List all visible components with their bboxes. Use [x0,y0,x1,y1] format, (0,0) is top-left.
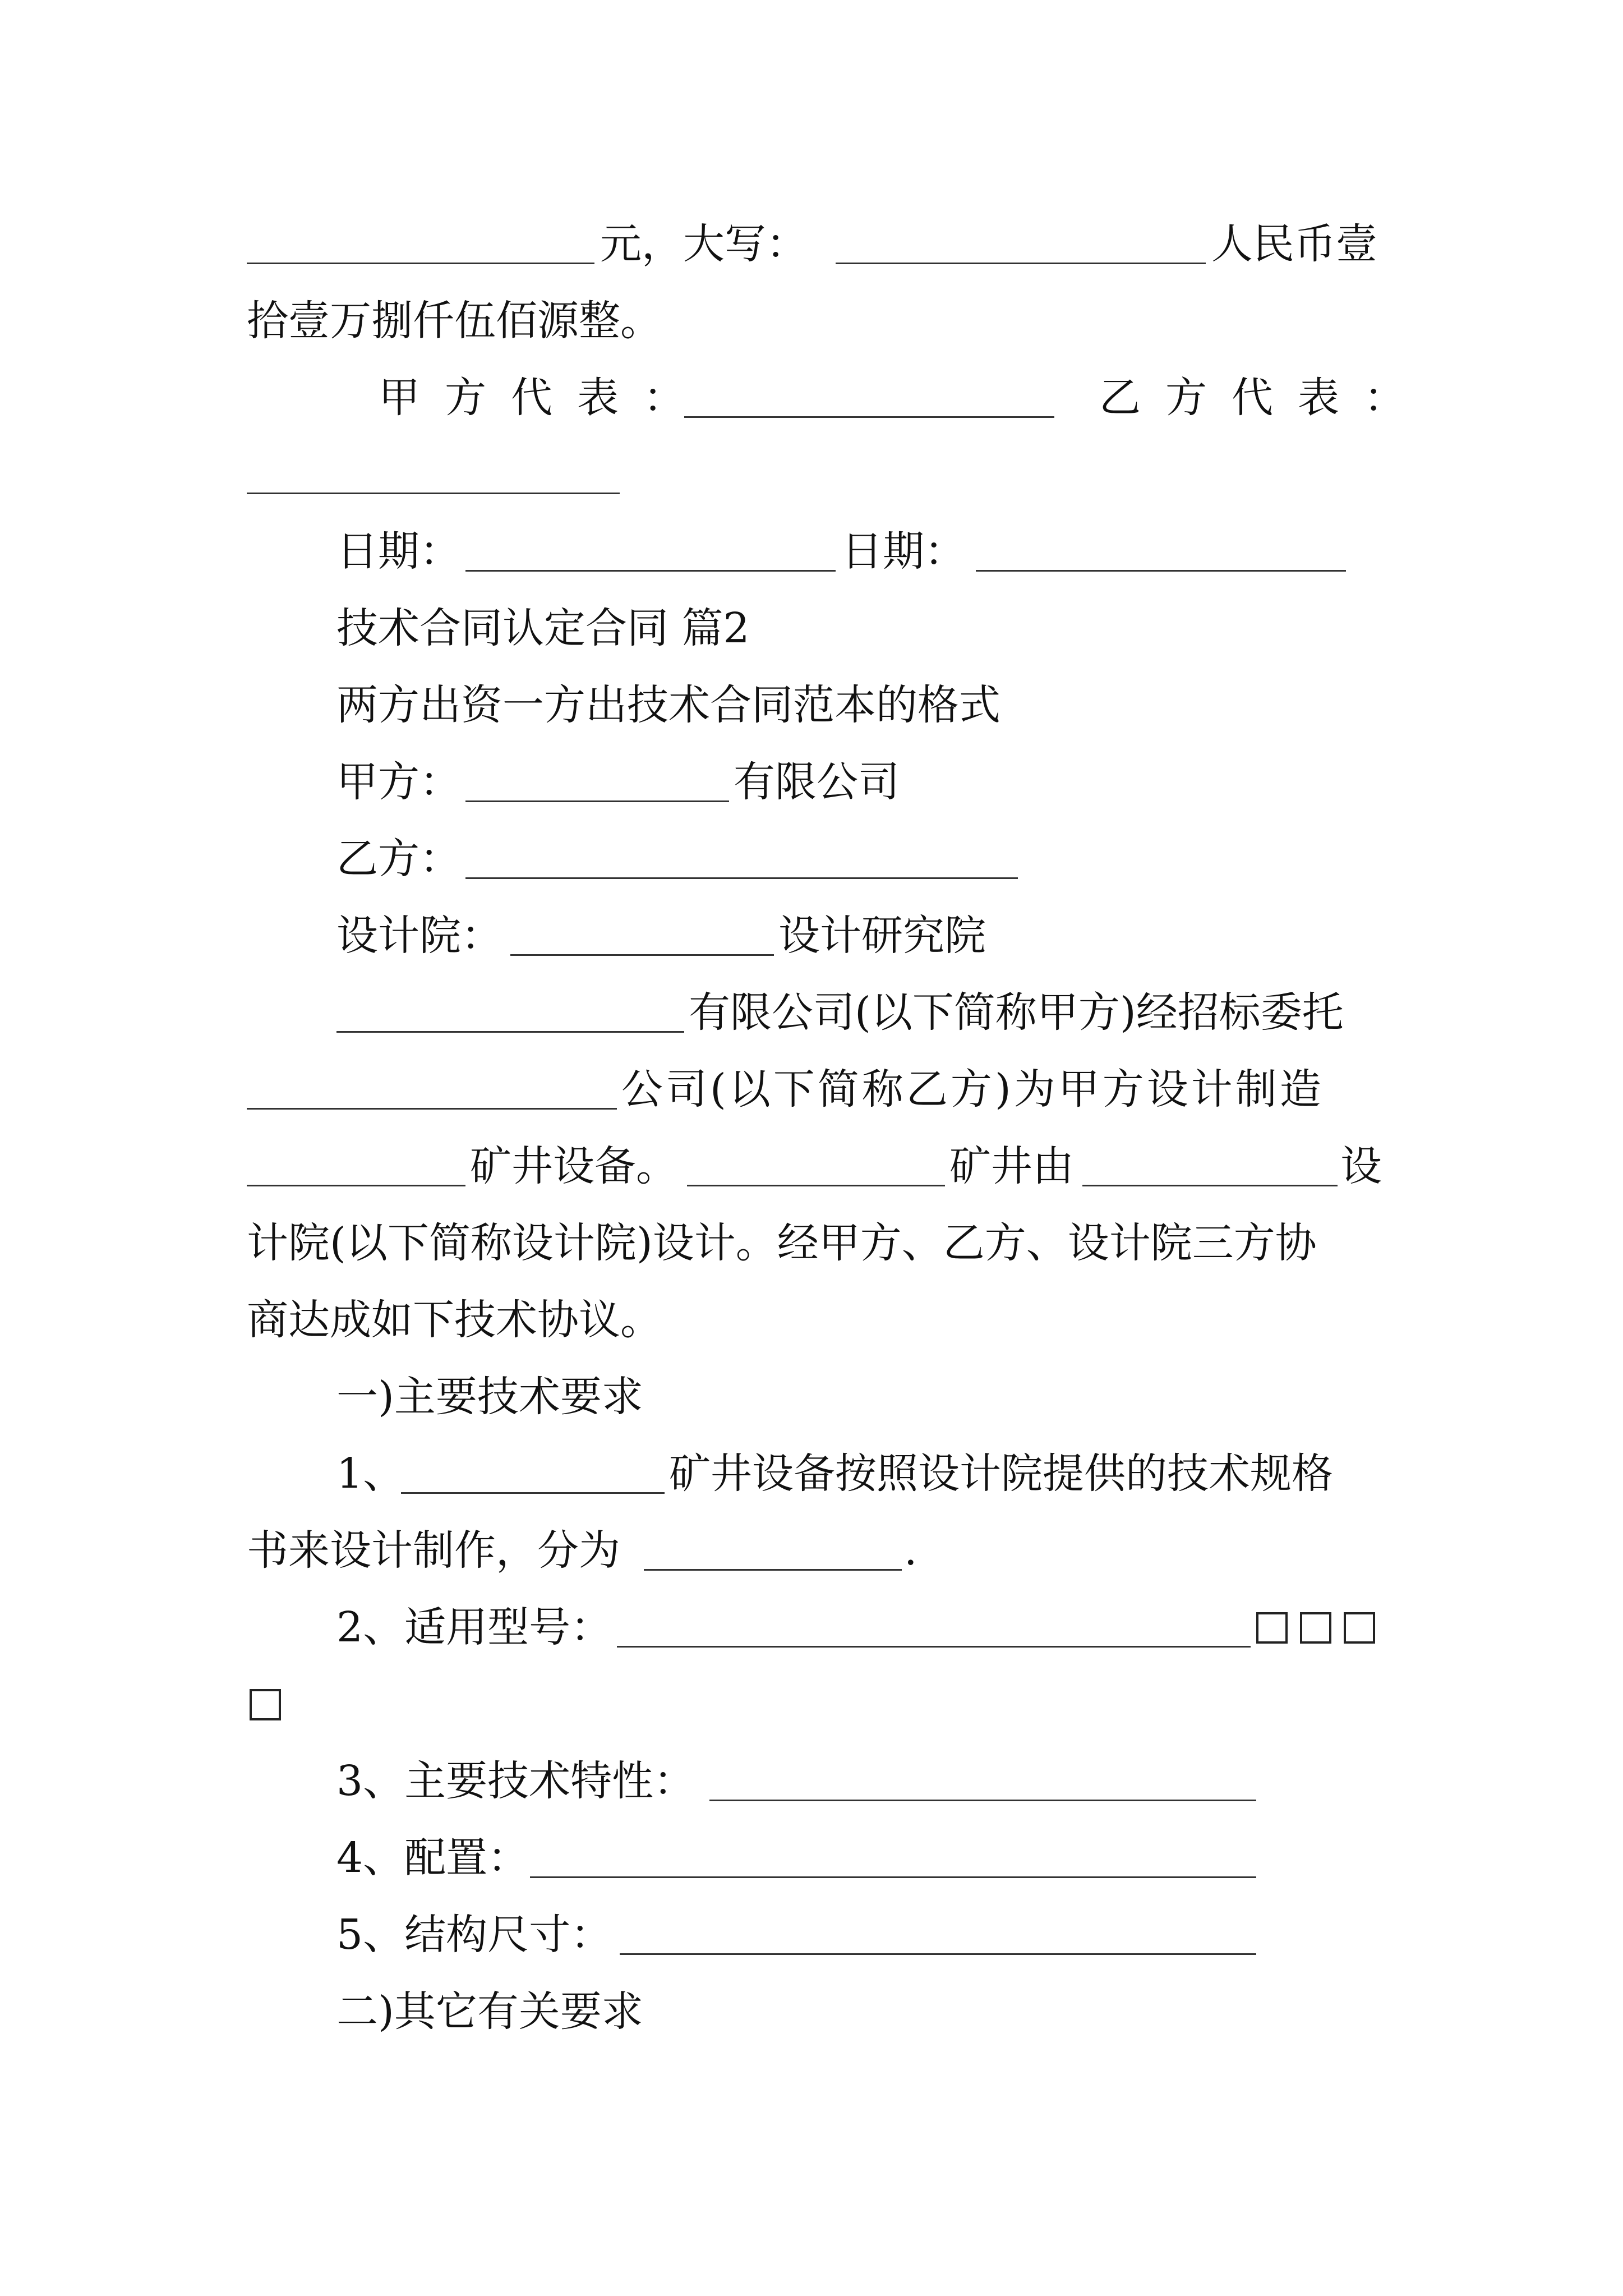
model-blank[interactable] [617,1646,1251,1648]
paragraph-line [0,982,1623,1043]
paragraph-line [0,1059,1623,1120]
subtitle-line [0,674,1623,736]
representative-line [0,367,1623,429]
item-text: 书来设计制作，分为 [247,1526,620,1575]
section-heading: 技术合同认定合同 篇2 [336,604,750,652]
paragraph-text: 有限公司(以下简称甲方)经招标委托 [689,988,1344,1037]
contract-subtitle: 两方出资一方出技术合同范本的格式 [336,681,1000,729]
date-label-b: 日期： [841,527,966,576]
party-a-blank[interactable] [465,800,729,802]
party-a-label: 甲方： [336,758,461,806]
date-blank-a[interactable] [465,570,836,572]
contractor-blank[interactable] [247,1108,617,1110]
party-b-representative-line [0,443,1623,505]
item-label: 2、适用型号： [336,1603,612,1651]
equipment-blank[interactable] [247,1185,465,1186]
institute-label: 设计院： [336,912,502,960]
item-period: . [904,1526,917,1575]
configuration-blank[interactable] [530,1876,1256,1878]
item-number: 1、 [336,1450,405,1498]
paragraph-text: 公司(以下简称乙方)为甲方设计制造 [621,1065,1324,1114]
list-item [0,1443,1623,1504]
section-line [0,1981,1623,2042]
equipment-name-blank[interactable] [401,1492,665,1494]
list-item-continuation [0,1520,1623,1581]
list-item [0,1904,1623,1966]
institute-name-blank[interactable] [1082,1185,1338,1186]
checkbox-3[interactable] [1344,1612,1375,1644]
date-label-a: 日期： [336,527,461,576]
amount-words-blank[interactable] [836,263,1206,264]
party-a-line [0,751,1623,813]
institute-line [0,905,1623,967]
party-b-blank[interactable] [465,877,1018,879]
amount-words-text: 拾壹万捌仟伍佰源整。 [247,297,662,345]
paragraph-text: 矿井由 [949,1142,1074,1190]
checkbox-4[interactable] [250,1689,281,1720]
amount-continuation [0,290,1623,352]
division-blank[interactable] [644,1569,902,1571]
amount-currency: 人民币壹 [1211,220,1377,268]
party-b-representative-label: 乙方代表： [1099,374,1430,422]
checkbox-1[interactable] [1256,1612,1288,1644]
list-item [0,1827,1623,1889]
item-label: 3、主要技术特性： [336,1757,695,1805]
party-a-representative-label: 甲方代表： [379,374,709,422]
item-label: 4、配置： [336,1834,529,1882]
party-b-line [0,828,1623,890]
date-line [0,521,1623,582]
institute-blank[interactable] [510,954,774,956]
amount-label: 元，大写： [600,220,808,268]
characteristics-blank[interactable] [709,1800,1256,1801]
party-a-representative-blank[interactable] [684,416,1054,418]
amount-number-blank[interactable] [247,263,594,264]
section-heading-line [0,597,1623,659]
paragraph-line [0,1135,1623,1197]
item-text: 矿井设备按照设计院提供的技术规格 [669,1450,1333,1498]
paragraph-text: 商达成如下技术协议。 [247,1296,662,1344]
dimensions-blank[interactable] [620,1953,1256,1955]
section-line [0,1366,1623,1428]
paragraph-text: 设 [1340,1142,1382,1190]
list-item-continuation [0,1673,1623,1735]
paragraph-line [0,1212,1623,1274]
party-a-suffix: 有限公司 [734,758,900,806]
section-title: 一)主要技术要求 [336,1373,643,1421]
paragraph-line [0,1289,1623,1351]
date-blank-b[interactable] [976,570,1346,572]
institute-suffix: 设计研究院 [778,912,986,960]
paragraph-text: 计院(以下简称设计院)设计。经甲方、乙方、设计院三方协 [247,1219,1317,1267]
paragraph-text: 矿井设备。 [470,1142,677,1190]
party-b-label: 乙方： [336,835,461,883]
checkbox-2[interactable] [1300,1612,1331,1644]
mine-blank[interactable] [687,1185,945,1186]
party-b-representative-blank[interactable] [247,493,620,494]
list-item [0,1750,1623,1812]
section-title: 二)其它有关要求 [336,1987,643,2036]
list-item [0,1596,1623,1658]
company-blank[interactable] [336,1031,684,1033]
item-label: 5、结构尺寸： [336,1911,612,1959]
amount-line [0,213,1623,275]
